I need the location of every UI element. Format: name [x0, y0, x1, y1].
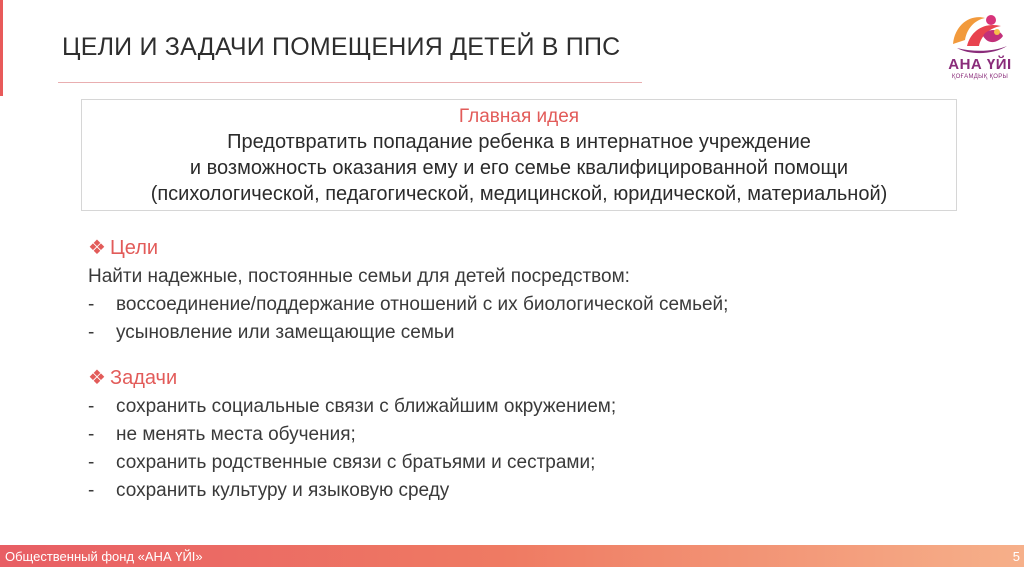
- footer-text: Общественный фонд «АНА ҮЙІ»: [5, 549, 203, 564]
- list-item: [88, 291, 968, 319]
- logo-subtitle: ҚОҒАМДЫҚ ҚОРЫ: [951, 74, 1009, 80]
- main-idea-line: и возможность оказания ему и его семье квалифицированной помощи: [189, 157, 849, 179]
- tasks-section: [88, 365, 968, 505]
- logo-name: АНА ҮЙІ: [948, 56, 1012, 73]
- list-item: [88, 319, 968, 347]
- title-underline: [58, 82, 642, 83]
- dash-marker: -: [88, 424, 95, 445]
- footer-bar: [0, 545, 1024, 567]
- main-idea-line: (психологической, педагогической, медицинской, юридической, материальной): [150, 183, 888, 205]
- dash-marker: -: [88, 480, 95, 501]
- tasks-heading-label: Задачи: [110, 367, 178, 389]
- list-item-text: усыновление или замещающие семьи: [116, 322, 455, 343]
- logo-mark-icon: [945, 6, 1015, 56]
- tasks-heading: [88, 365, 968, 391]
- list-item-text: сохранить социальные связи с ближайшим окружением;: [116, 396, 617, 417]
- dash-marker: -: [88, 452, 95, 473]
- list-item-text: не менять места обучения;: [116, 424, 356, 445]
- diamond-bullet-icon: ❖: [88, 367, 106, 389]
- main-idea-box: [81, 99, 957, 211]
- list-item: [88, 421, 968, 449]
- goals-intro: Найти надежные, постоянные семьи для детей посредством:: [88, 266, 630, 287]
- logo: [938, 6, 1022, 86]
- page-number: 5: [1012, 549, 1020, 564]
- goals-heading: [88, 235, 968, 261]
- goals-section: [88, 235, 968, 347]
- slide-title: ЦЕЛИ И ЗАДАЧИ ПОМЕЩЕНИЯ ДЕТЕЙ В ППС: [62, 33, 621, 61]
- list-item: [88, 449, 968, 477]
- goals-heading-label: Цели: [110, 237, 159, 259]
- list-item-text: сохранить родственные связи с братьями и сестрами;: [116, 452, 596, 473]
- main-idea-line: Предотвратить попадание ребенка в интернатное учреждение: [227, 131, 811, 153]
- list-item-text: сохранить культуру и языковую среду: [116, 480, 450, 501]
- list-item: [88, 477, 968, 505]
- dash-marker: -: [88, 294, 95, 315]
- left-accent-bar: [0, 0, 3, 96]
- list-item: [88, 393, 968, 421]
- diamond-bullet-icon: ❖: [88, 237, 106, 259]
- dash-marker: -: [88, 322, 95, 343]
- dash-marker: -: [88, 396, 95, 417]
- main-idea-heading: Главная идея: [458, 106, 580, 127]
- list-item-text: воссоединение/поддержание отношений с их биологической семьей;: [116, 294, 729, 315]
